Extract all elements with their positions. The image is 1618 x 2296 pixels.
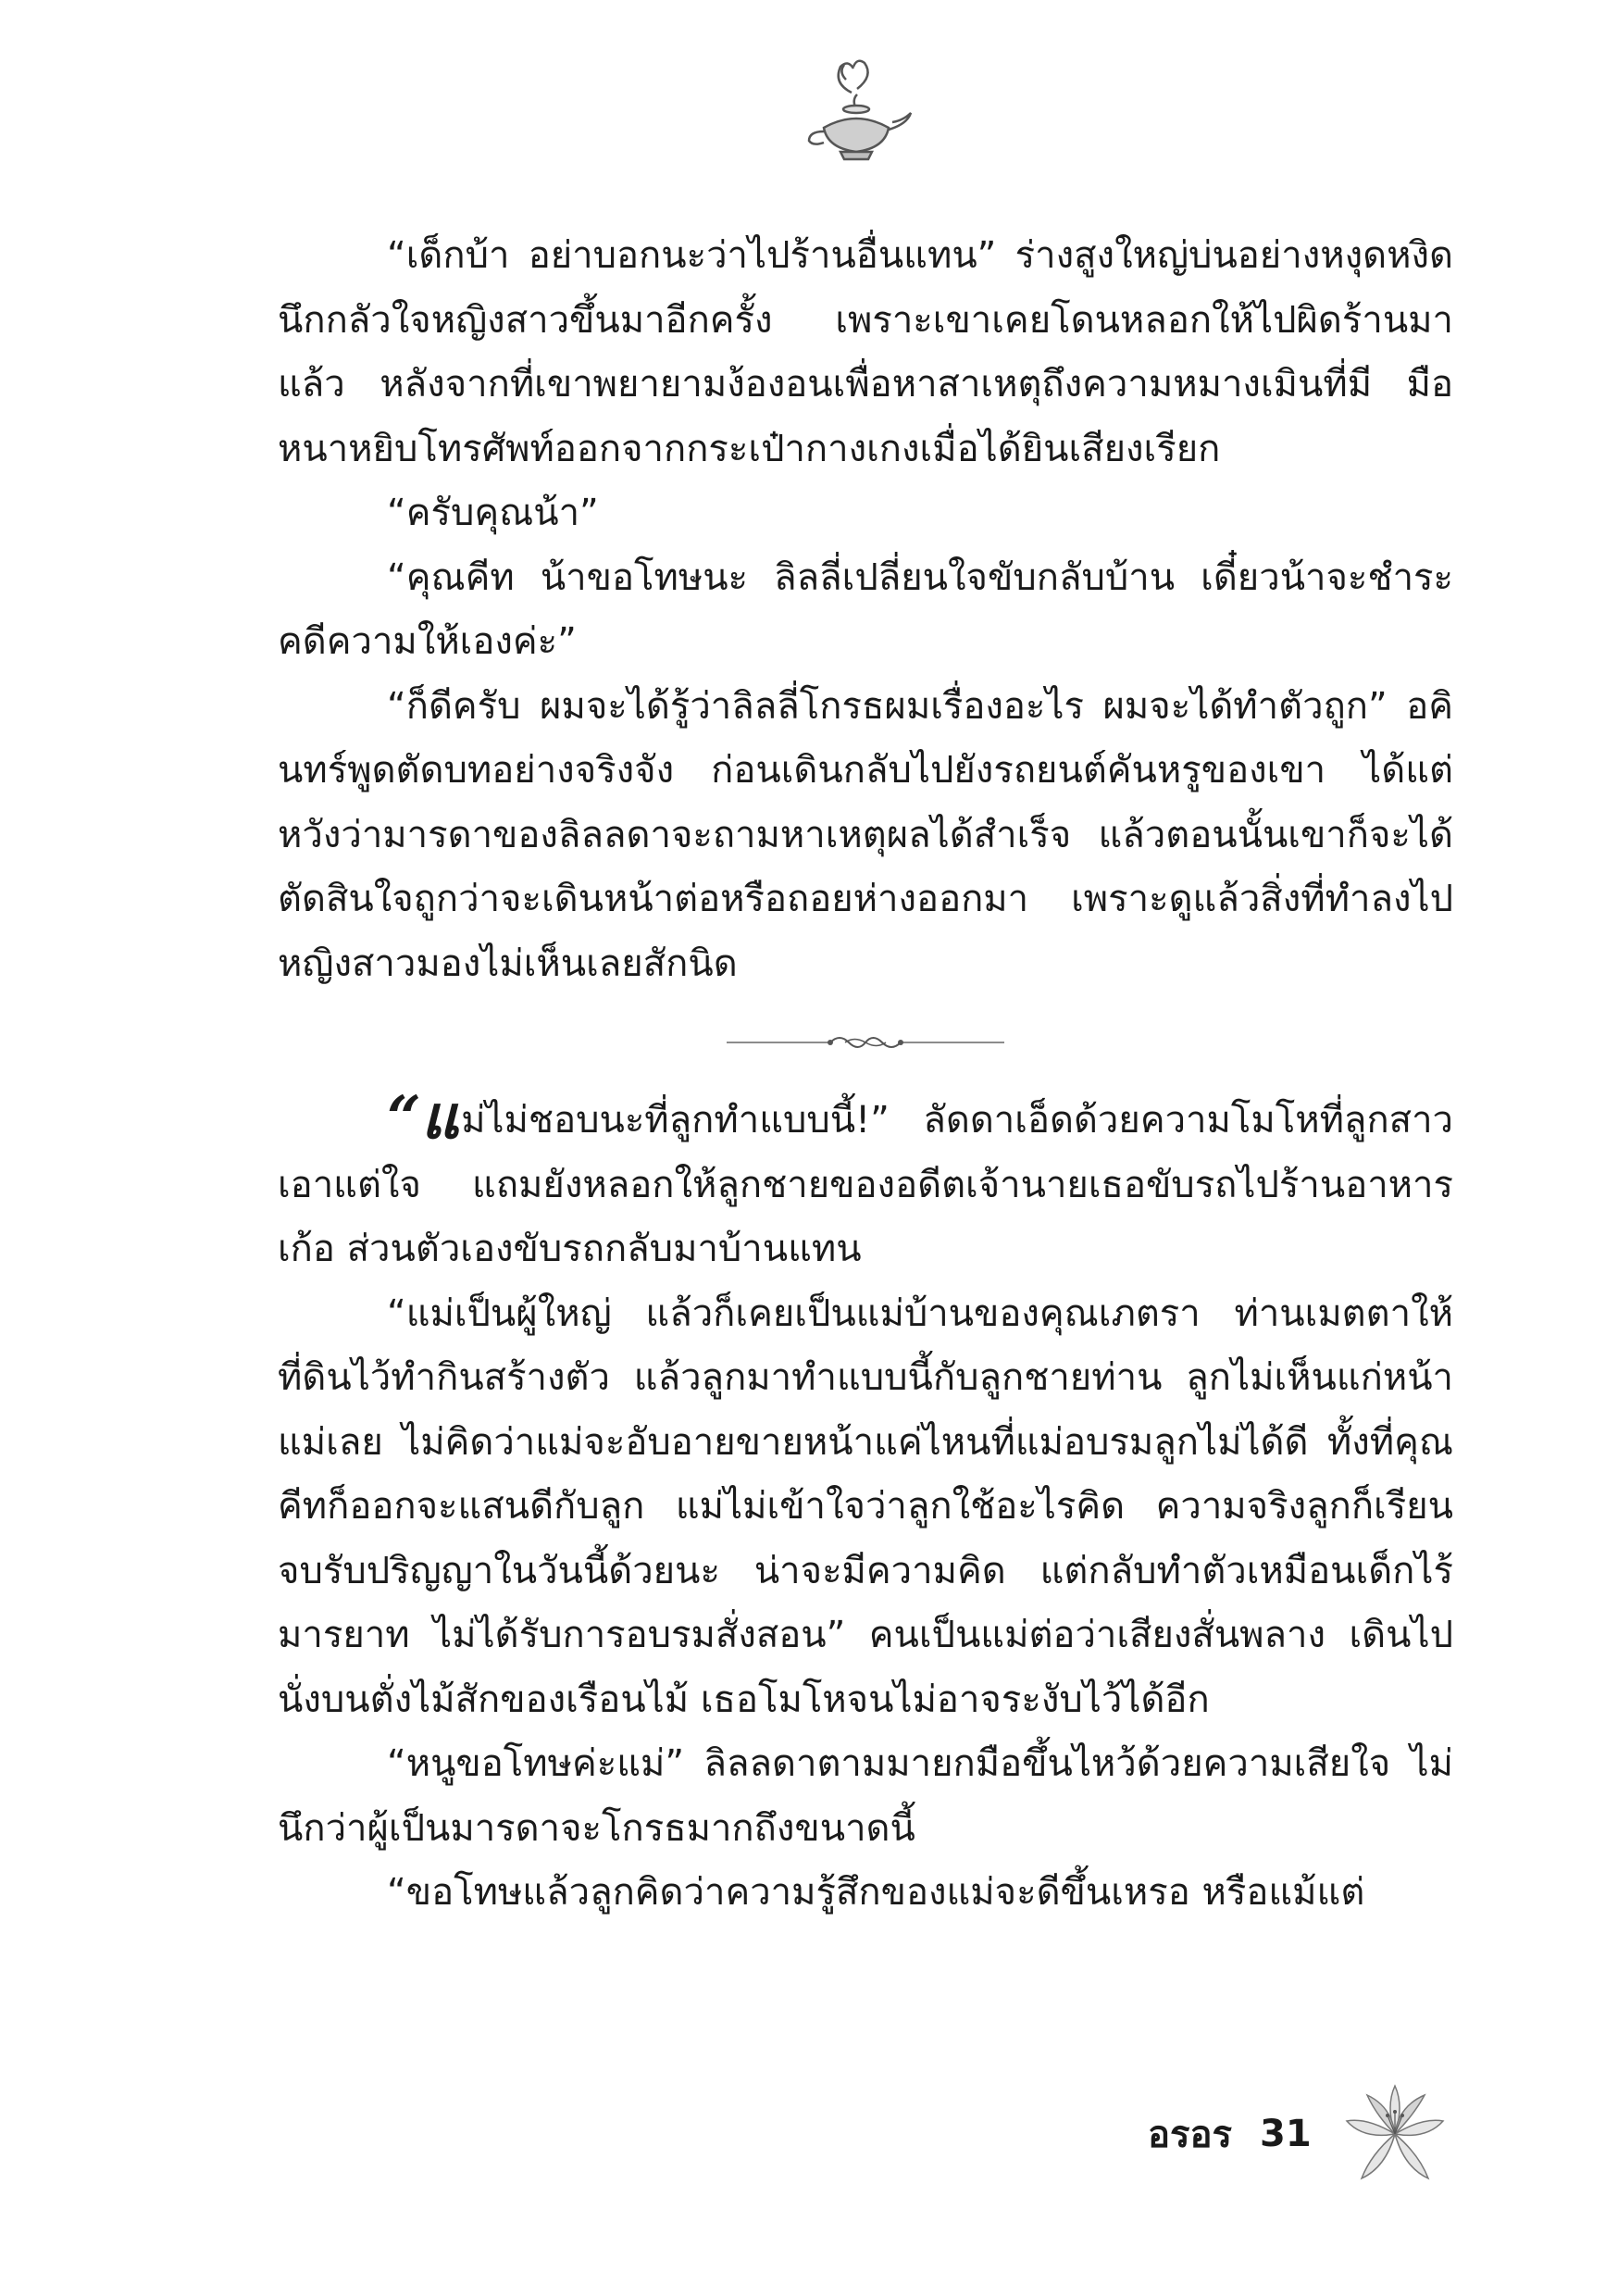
section-divider: [278, 996, 1453, 1089]
paragraph: “หนูขอโทษค่ะแม่” ลิลลดาตามมายกมือขึ้นไหว้ด้วยความเสียใจ ไม่นึกว่าผู้เป็นมารดาจะโกรธมากถึงขนาดนี้: [278, 1742, 1453, 1850]
paragraph: “ก็ดีครับ ผมจะได้รู้ว่าลิลลี่โกรธผมเรื่องอะไร ผมจะได้ทำตัวถูก” อคินทร์พูดตัดบทอย่างจริงจัง ก่อนเดินกลับไปยังรถยนต์คันหรูของเขา ได้แต่หวังว่ามารดาของลิลลดาจะถามหาเหตุผลได้สำเร็จ แล้วตอนนั้นเขาก็จะได้ตัดสินใจถูกว่าจะเดินหน้าต่อหรือถอยห่างออกมา เพราะดูแล้วสิ่งที่ทำลงไป หญิงสาวมองไม่เห็นเลยสักนิด: [278, 684, 1453, 985]
body-text: [278, 224, 1453, 1926]
paragraph: “ครับคุณน้า”: [387, 492, 599, 534]
paragraph: “เด็กบ้า อย่าบอกนะว่าไปร้านอื่นแทน” ร่างสูงใหญ่บ่นอย่างหงุดหงิด นึกกลัวใจหญิงสาวขึ้นมาอีกครั้ง เพราะเขาเคยโดนหลอกให้ไปผิดร้านมาแล้ว หลังจากที่เขาพยายามง้องอนเพื่อหาสาเหตุถึงความหมางเมินที่มี มือหนาหยิบโทรศัพท์ออกจากกระเป๋ากางเกงเมื่อได้ยินเสียงเรียก: [278, 234, 1453, 470]
page-number: 31: [1260, 2113, 1312, 2155]
paragraph-text: ม่ไม่ชอบนะที่ลูกทำแบบนี้!” ลัดดาเอ็ดด้วยความโมโหที่ลูกสาวเอาแต่ใจ แถมยังหลอกให้ลูกชายของอดีตเจ้านายเธอขับรถไปร้านอาหารเก้อ ส่วนตัวเองขับรถกลับมาบ้านแทน: [278, 1099, 1453, 1270]
lily-flower-icon: [1339, 2078, 1450, 2190]
flourish-divider-icon: [727, 1029, 1004, 1056]
paragraph: “คุณคีท น้าขอโทษนะ ลิลลี่เปลี่ยนใจขับกลับบ้าน เดี๋ยวน้าจะชำระคดีความให้เองค่ะ”: [278, 555, 1453, 663]
teapot-ornament-icon: [796, 56, 916, 167]
paragraph: “ขอโทษแล้วลูกคิดว่าความรู้สึกของแม่จะดีขึ้นเหรอ หรือแม้แต่: [387, 1871, 1365, 1914]
paragraph: “แม่เป็นผู้ใหญ่ แล้วก็เคยเป็นแม่บ้านของคุณเภตรา ท่านเมตตาให้ที่ดินไว้ทำกินสร้างตัว แล้วลูกมาทำแบบนี้กับลูกชายท่าน ลูกไม่เห็นแก่หน้าแม่เลย ไม่คิดว่าแม่จะอับอายขายหน้าแค่ไหนที่แม่อบรมลูกไม่ได้ดี ทั้งที่คุณคีทก็ออกจะแสนดีกับลูก แม่ไม่เข้าใจว่าลูกใช้อะไรคิด ความจริงลูกก็เรียนจบรับปริญญาในวันนี้ด้วยนะ น่าจะมีความคิด แต่กลับทำตัวเหมือนเด็กไร้มารยาท ไม่ได้รับการอบรมสั่งสอน” คนเป็นแม่ต่อว่าเสียงสั่นพลาง เดินไปนั่งบนตั่งไม้สักของเรือนไม้ เธอโมโหจนไม่อาจระงับไว้ได้อีก: [278, 1292, 1453, 1721]
drop-quote: “แ: [387, 1083, 460, 1153]
paragraph-opening: [278, 1083, 1453, 1282]
page-footer: [1148, 2088, 1450, 2180]
book-title: อรอร: [1148, 2114, 1233, 2156]
